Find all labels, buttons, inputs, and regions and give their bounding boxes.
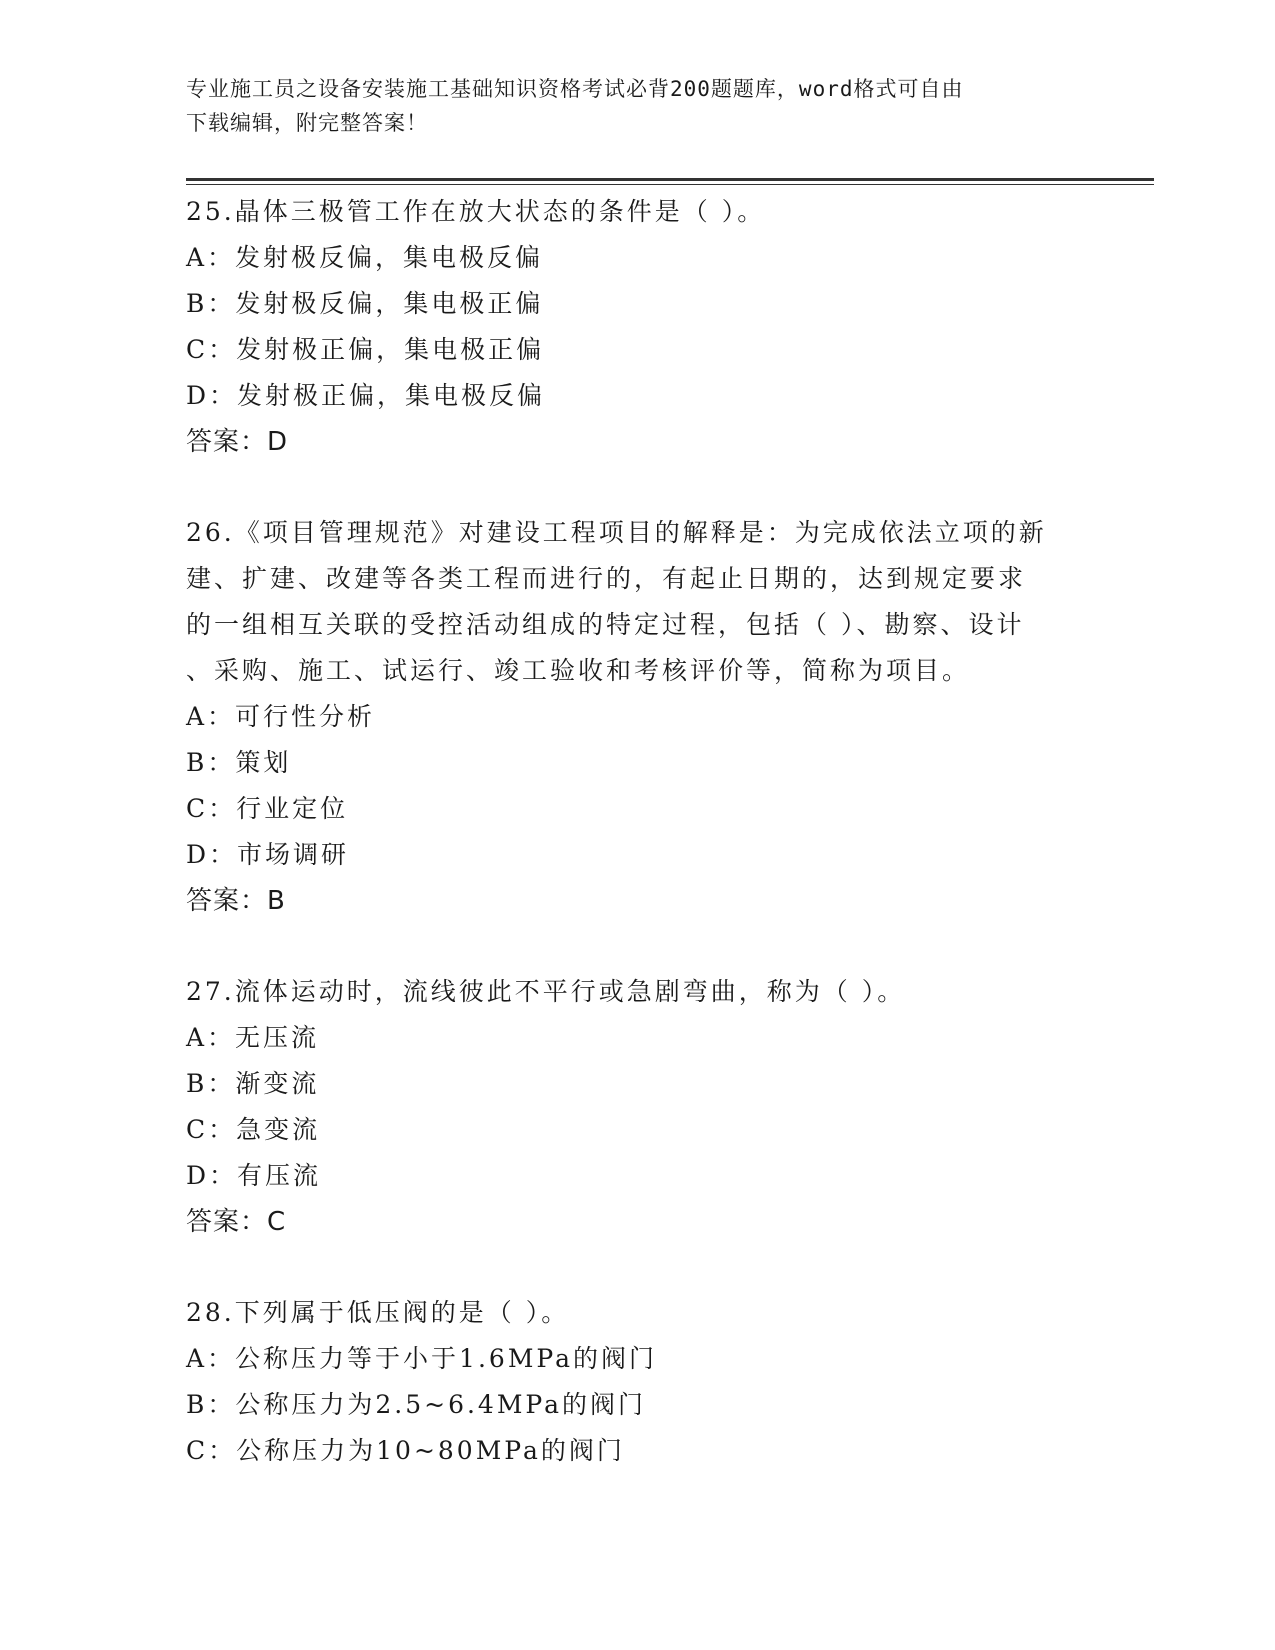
answer-key: 答案：D: [186, 427, 289, 457]
question-stem-line: 25.晶体三极管工作在放大状态的条件是（ ）。: [186, 197, 766, 226]
answer-option: D：有压流: [186, 1161, 322, 1190]
question-list: [186, 189, 1086, 1474]
answer-key: 答案：B: [186, 886, 286, 916]
question-spacer: [186, 924, 1086, 969]
answer-option: C：行业定位: [186, 794, 349, 823]
question-block: [186, 969, 1086, 1245]
question-block: [186, 510, 1086, 924]
question-stem-line: 28.下列属于低压阀的是（ ）。: [186, 1298, 570, 1327]
answer-option: C：急变流: [186, 1115, 321, 1144]
question-stem-line: 26.《项目管理规范》对建设工程项目的解释是：为完成依法立项的新: [186, 518, 1047, 547]
answer-option: A：无压流: [186, 1023, 320, 1052]
question-spacer: [186, 465, 1086, 510]
header-rule-thick: [186, 178, 1154, 181]
answer-key: 答案：C: [186, 1207, 287, 1237]
answer-option: B：渐变流: [186, 1069, 320, 1098]
question-stem-line: 的一组相互关联的受控活动组成的特定过程，包括（ ）、勘察、设计: [186, 610, 1025, 639]
answer-option: B：策划: [186, 748, 292, 777]
question-spacer: [186, 1245, 1086, 1290]
answer-option: A：公称压力等于小于1.6MPa的阀门: [186, 1344, 658, 1373]
answer-option: B：发射极反偏，集电极正偏: [186, 289, 544, 318]
header-line-1: 专业施工员之设备安装施工基础知识资格考试必背200题题库，word格式可自由: [186, 77, 964, 101]
question-block: [186, 189, 1086, 465]
question-stem-line: 建、扩建、改建等各类工程而进行的，有起止日期的，达到规定要求: [186, 564, 1027, 593]
answer-option: C：公称压力为10~80MPa的阀门: [186, 1436, 625, 1465]
document-header: [186, 72, 1086, 140]
answer-option: A：发射极反偏，集电极反偏: [186, 243, 544, 272]
header-line-2: 下载编辑，附完整答案！: [186, 111, 428, 135]
answer-option: C：发射极正偏，集电极正偏: [186, 335, 545, 364]
answer-option: B：公称压力为2.5~6.4MPa的阀门: [186, 1390, 647, 1419]
question-block: [186, 1290, 1086, 1474]
answer-option: D：发射极正偏，集电极反偏: [186, 381, 546, 410]
answer-option: A：可行性分析: [186, 702, 376, 731]
answer-option: D：市场调研: [186, 840, 350, 869]
header-rule-thin: [186, 184, 1154, 185]
question-stem-line: 27.流体运动时，流线彼此不平行或急剧弯曲，称为（ ）。: [186, 977, 906, 1006]
question-stem-line: 、采购、施工、试运行、竣工验收和考核评价等，简称为项目。: [186, 656, 971, 685]
